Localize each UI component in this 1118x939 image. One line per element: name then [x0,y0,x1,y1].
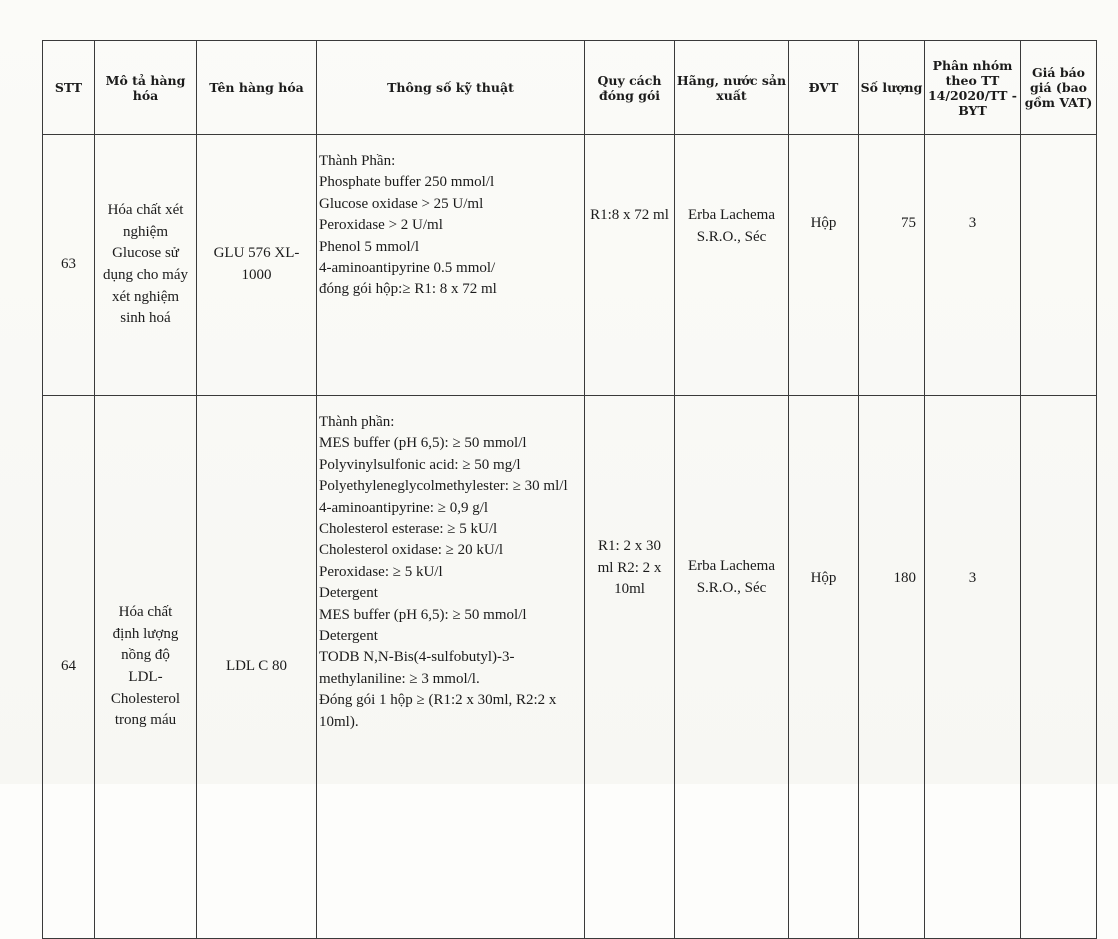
cell-specs [317,396,585,939]
header-group: Phân nhóm theo TT 14/2020/TT -BYT [925,41,1021,135]
spec-line: Peroxidase > 2 U/ml [319,217,443,234]
cell-price [1021,135,1097,396]
cell-group: 3 [925,396,1021,939]
spec-line: Peroxidase: ≥ 5 kU/l [319,563,443,580]
header-stt: STT [43,41,95,135]
spec-line: Glucose oxidase > 25 U/ml [319,195,484,212]
spec-line: Phenol 5 mmol/l [319,238,420,255]
header-unit: ĐVT [789,41,859,135]
header-packaging: Quy cách đóng gói [585,41,675,135]
cell-specs [317,135,585,396]
spec-line: Polyvinylsulfonic acid: ≥ 50 mg/l [319,456,521,473]
cell-price [1021,396,1097,939]
spec-line: Đóng gói 1 hộp ≥ (R1:2 x 30ml, R2:2 x 10ml). [319,692,557,730]
cell-name: LDL C 80 [197,396,317,939]
cell-group: 3 [925,135,1021,396]
cell-quantity: 75 [859,135,925,396]
cell-manufacturer: Erba Lachema S.R.O., Séc [675,396,789,939]
spec-line: MES buffer (pH 6,5): ≥ 50 mmol/l [319,606,527,623]
cell-unit: Hộp [789,396,859,939]
header-price: Giá báo giá (bao gồm VAT) [1021,41,1097,135]
goods-table [42,40,1097,939]
spec-line: đóng gói hộp:≥ R1: 8 x 72 ml [319,281,497,298]
cell-description: Hóa chất xét nghiệm Glucose sử dụng cho máy xét nghiệm sinh hoá [95,135,197,396]
spec-line: Detergent [319,585,378,602]
header-name: Tên hàng hóa [197,41,317,135]
header-quantity: Số lượng [859,41,925,135]
cell-packaging: R1: 2 x 30 ml R2: 2 x 10ml [585,396,675,939]
spec-line: 4-aminoantipyrine: ≥ 0,9 g/l [319,499,489,516]
cell-unit: Hộp [789,135,859,396]
header-description: Mô tả hàng hóa [95,41,197,135]
spec-line: Cholesterol oxidase: ≥ 20 kU/l [319,542,504,559]
cell-packaging: R1:8 x 72 ml [585,135,675,396]
spec-line: 4-aminoantipyrine 0.5 mmol/ [319,260,496,277]
cell-stt: 63 [43,135,95,396]
spec-line: Detergent [319,628,378,645]
cell-stt: 64 [43,396,95,939]
cell-manufacturer: Erba Lachema S.R.O., Séc [675,135,789,396]
cell-quantity: 180 [859,396,925,939]
cell-name: GLU 576 XL-1000 [197,135,317,396]
spec-line: TODB N,N-Bis(4-sulfobutyl)-3-methylaniline: ≥ 3 mmol/l. [319,649,515,687]
table-row [43,135,1097,396]
spec-line: Polyethyleneglycolmethylester: ≥ 30 ml/l [319,478,568,495]
cell-description: Hóa chất định lượng nồng độ LDL-Cholesterol trong máu [95,396,197,939]
spec-line: Thành Phần: [319,153,396,169]
table-header-row [43,41,1097,135]
spec-line: Thành phần: [319,414,395,430]
spec-line: Phosphate buffer 250 mmol/l [319,174,495,191]
table-row [43,396,1097,939]
header-manufacturer: Hãng, nước sản xuất [675,41,789,135]
spec-line: MES buffer (pH 6,5): ≥ 50 mmol/l [319,435,527,452]
header-specs: Thông số kỹ thuật [317,41,585,135]
spec-line: Cholesterol esterase: ≥ 5 kU/l [319,521,498,538]
